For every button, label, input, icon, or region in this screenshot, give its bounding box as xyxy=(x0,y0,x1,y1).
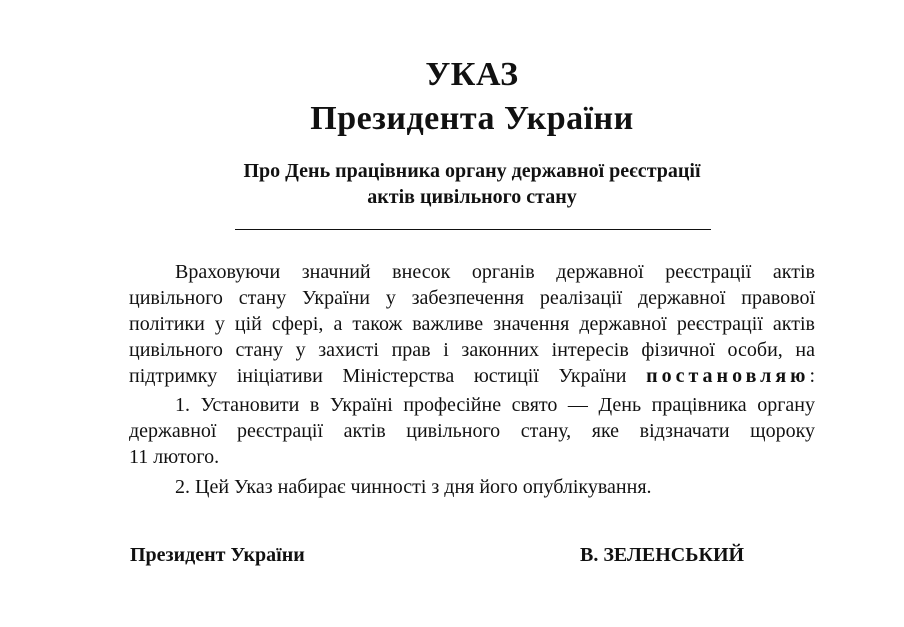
article-1-line-1: 1. Установити в Україні професійне свято — День працівника органу xyxy=(175,394,815,416)
preamble-line-1: Враховуючи значний внесок органів державної реєстрації актів xyxy=(175,261,815,283)
decree-operative-word: постановляю xyxy=(646,365,810,387)
title-separator-line xyxy=(235,229,711,230)
document-issuer: Президента України xyxy=(310,100,634,137)
preamble-line-2: цивільного стану України у забезпечення реалізації державної правової xyxy=(129,287,815,309)
decree-subject xyxy=(0,158,904,210)
signature-title: Президент України xyxy=(130,544,305,566)
article-1-line-2: державної реєстрації актів цивільного стану, яке відзначати щороку xyxy=(129,420,815,442)
article-2-line-1: 2. Цей Указ набирає чинності з дня його опублікування. xyxy=(175,476,652,498)
signature-name: В. ЗЕЛЕНСЬКИЙ xyxy=(580,544,745,566)
preamble-paragraph xyxy=(129,259,815,389)
preamble-line-5-end: : xyxy=(809,365,815,387)
decree-subject-line-1: Про День працівника органу державної реєстрації xyxy=(243,160,701,182)
preamble-line-3: політики у цій сфері, а також важливе значення державної реєстрації актів xyxy=(129,313,815,335)
document-title: УКАЗ xyxy=(425,56,519,93)
decree-subject-line-2: актів цивільного стану xyxy=(367,186,577,208)
article-1-paragraph xyxy=(129,392,815,470)
preamble-line-5 xyxy=(129,363,815,389)
preamble-line-5-text: підтримку ініціативи Міністерства юстиції України xyxy=(129,365,647,387)
preamble-line-4: цивільного стану у захисті прав і законних інтересів фізичної особи, на xyxy=(129,339,815,361)
article-2-paragraph xyxy=(129,474,815,500)
article-1-line-3: 11 лютого. xyxy=(129,446,220,468)
